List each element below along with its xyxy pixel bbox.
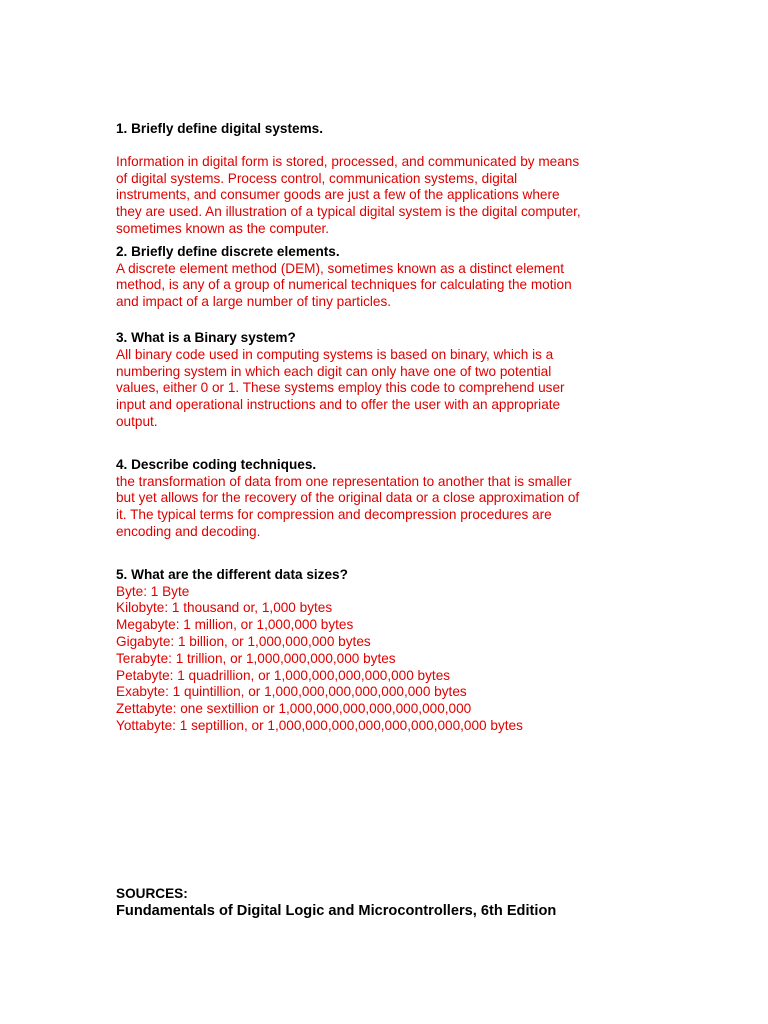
data-size-exabyte: Exabyte: 1 quintillion, or 1,000,000,000,000,000,000 bytes xyxy=(116,684,467,700)
sources-label: SOURCES: xyxy=(116,886,188,901)
answer-line: encoding and decoding. xyxy=(116,523,261,539)
question-3 xyxy=(116,330,656,431)
question-1 xyxy=(116,121,656,238)
data-size-zettabyte: Zettabyte: one sextillion or 1,000,000,000,000,000,000,000 xyxy=(116,701,472,717)
data-size-gigabyte: Gigabyte: 1 billion, or 1,000,000,000 bytes xyxy=(116,633,371,649)
question-3-heading: 3. What is a Binary system? xyxy=(116,329,296,345)
question-5 xyxy=(116,567,656,735)
sources-section xyxy=(116,885,716,921)
answer-line: the transformation of data from one representation to another that is smaller xyxy=(116,473,572,489)
document-body xyxy=(116,121,656,735)
answer-line: and impact of a large number of tiny particles. xyxy=(116,294,392,310)
data-size-megabyte: Megabyte: 1 million, or 1,000,000 bytes xyxy=(116,617,354,633)
question-5-answer xyxy=(116,584,656,735)
data-size-terabyte: Terabyte: 1 trillion, or 1,000,000,000,000 bytes xyxy=(116,650,396,666)
question-2-heading: 2. Briefly define discrete elements. xyxy=(116,243,340,259)
question-2-answer xyxy=(116,261,656,311)
answer-line: instruments, and consumer goods are just a few of the applications where xyxy=(116,187,560,203)
question-4 xyxy=(116,457,656,541)
question-2 xyxy=(116,244,656,311)
source-book-title: Fundamentals of Digital Logic and Microcontrollers, 6th Edition xyxy=(116,903,557,919)
data-size-kilobyte: Kilobyte: 1 thousand or, 1,000 bytes xyxy=(116,600,333,616)
question-1-heading: 1. Briefly define digital systems. xyxy=(116,121,323,136)
answer-line: All binary code used in computing systems is based on binary, which is a xyxy=(116,346,554,362)
question-4-heading: 4. Describe coding techniques. xyxy=(116,456,317,472)
answer-line: values, either 0 or 1. These systems employ this code to comprehend user xyxy=(116,380,565,396)
data-size-byte: Byte: 1 Byte xyxy=(116,583,190,599)
data-size-yottabyte: Yottabyte: 1 septillion, or 1,000,000,000,000,000,000,000,000 bytes xyxy=(116,717,523,733)
question-3-answer xyxy=(116,347,656,431)
answer-line: Information in digital form is stored, processed, and communicated by means xyxy=(116,153,580,169)
answer-line: of digital systems. Process control, communication systems, digital xyxy=(116,170,518,186)
answer-line: output. xyxy=(116,413,158,429)
answer-line: it. The typical terms for compression and decompression procedures are xyxy=(116,507,552,523)
answer-line: they are used. An illustration of a typical digital system is the digital computer, xyxy=(116,204,581,220)
answer-line: method, is any of a group of numerical techniques for calculating the motion xyxy=(116,277,572,293)
answer-line: but yet allows for the recovery of the original data or a close approximation of xyxy=(116,490,580,506)
answer-line: sometimes known as the computer. xyxy=(116,220,330,236)
question-1-answer xyxy=(116,154,656,238)
question-5-heading: 5. What are the different data sizes? xyxy=(116,566,348,582)
answer-line: A discrete element method (DEM), sometimes known as a distinct element xyxy=(116,260,565,276)
answer-line: numbering system in which each digit can only have one of two potential xyxy=(116,363,552,379)
data-size-petabyte: Petabyte: 1 quadrillion, or 1,000,000,000,000,000 bytes xyxy=(116,667,451,683)
answer-line: input and operational instructions and to offer the user with an appropriate xyxy=(116,397,561,413)
question-4-answer xyxy=(116,474,656,541)
